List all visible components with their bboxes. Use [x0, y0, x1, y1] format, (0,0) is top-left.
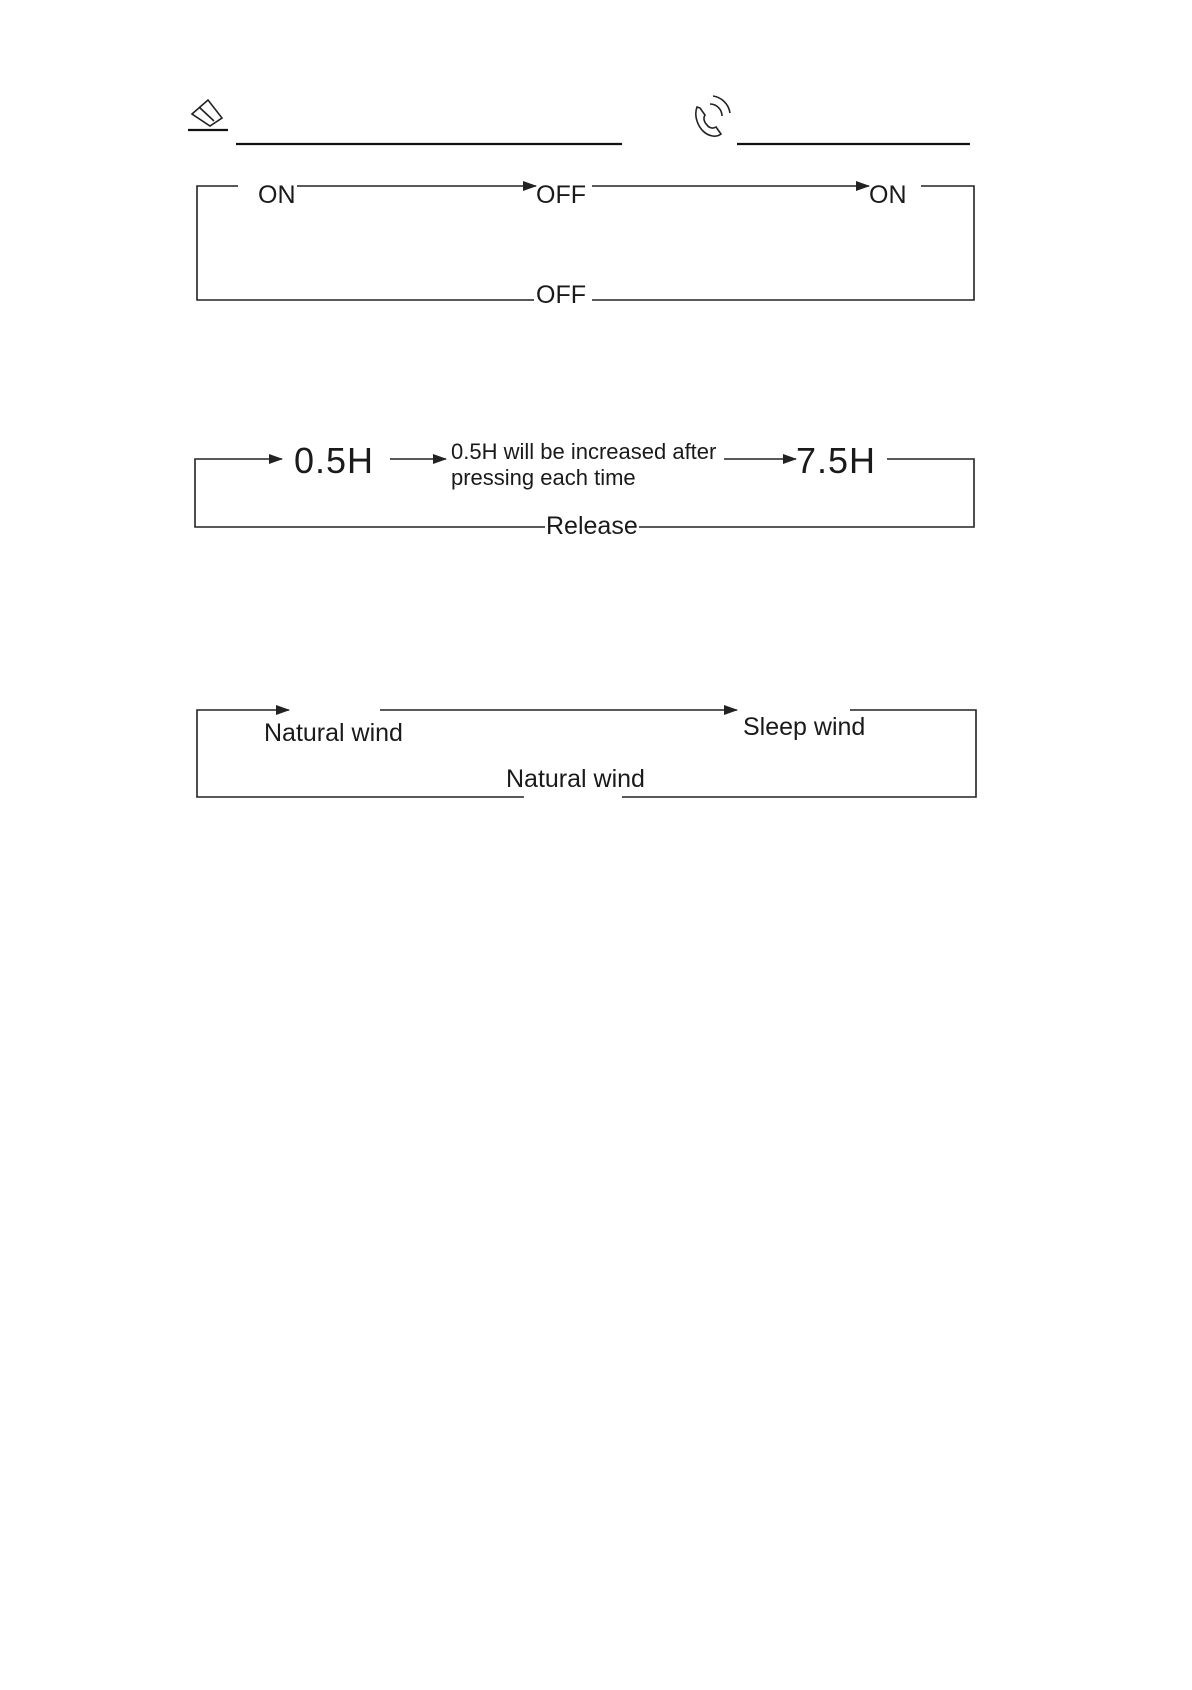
- header: [188, 96, 970, 144]
- d3-mode-sleep: Sleep wind: [743, 713, 866, 741]
- ionizer-icon: [188, 100, 228, 130]
- d1-state-off: OFF: [536, 181, 586, 209]
- remote-signal-icon: [696, 96, 730, 136]
- d2-note-line-2: pressing each time: [451, 465, 636, 490]
- d2-return-release: Release: [546, 512, 638, 540]
- d2-note-line-1: 0.5H will be increased after: [451, 439, 717, 464]
- d2-start-time: 0.5H: [294, 440, 375, 481]
- d2-end-time: 7.5H: [796, 440, 877, 481]
- d1-state-on-2: ON: [869, 181, 907, 209]
- d3-return-natural: Natural wind: [506, 765, 645, 793]
- d1-state-on: ON: [258, 181, 296, 209]
- d3-mode-natural: Natural wind: [264, 719, 403, 747]
- power-cycle-diagram: [197, 181, 974, 309]
- d1-left-return-line: [197, 186, 534, 300]
- timer-cycle-diagram: [195, 439, 974, 540]
- wind-mode-diagram: [197, 710, 976, 797]
- d1-return-off: OFF: [536, 281, 586, 309]
- d1-right-return-line: [592, 186, 974, 300]
